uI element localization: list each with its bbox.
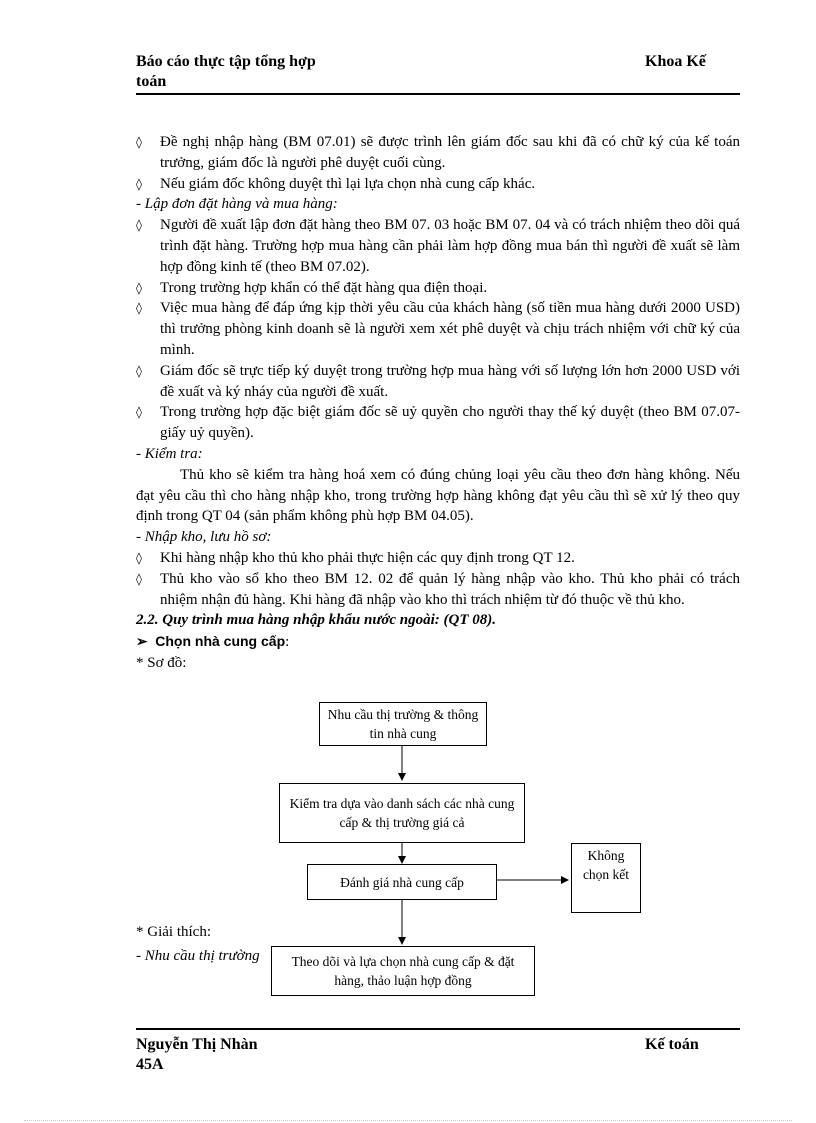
document-body bbox=[136, 132, 740, 674]
footer-left bbox=[136, 1035, 336, 1075]
header-title-cont: toán bbox=[136, 73, 167, 90]
header-title: Báo cáo thực tập tổng hợp bbox=[136, 53, 316, 70]
bullet-icon: ◊ bbox=[136, 363, 142, 378]
flow-box-market-needs: Nhu cầu thị trường & thông tin nhà cung bbox=[319, 702, 487, 746]
section-heading: 2.2. Quy trình mua hàng nhập khẩu nước ngoài: (QT 08). bbox=[136, 612, 497, 629]
bullet-item: ◊ Khi hàng nhập kho thủ kho phải thực hiện các quy định trong QT 12. bbox=[136, 548, 740, 569]
footer-class: 45A bbox=[136, 1056, 164, 1073]
bullet-item: ◊ Trong trường hợp khẩn có thể đặt hàng qua điện thoại. bbox=[136, 278, 740, 299]
subsection-heading: ➢ Chọn nhà cung cấp: bbox=[136, 633, 290, 651]
footer-rule bbox=[136, 1028, 740, 1030]
flow-box-track-order: Theo dõi và lựa chọn nhà cung cấp & đặt hàng, thảo luận hợp đồng bbox=[271, 946, 535, 996]
bullet-item: ◊ Giám đốc sẽ trực tiếp ký duyệt trong trường hợp mua hàng với số lượng lớn hơn 2000 USD với đề xuất và ký nháy của người đề xuất. bbox=[136, 362, 740, 400]
header-left bbox=[136, 52, 386, 92]
footer-right: Kế toán bbox=[645, 1036, 699, 1053]
label-check: - Kiểm tra: bbox=[136, 445, 203, 462]
bullet-icon: ◊ bbox=[136, 280, 142, 295]
explain-item: - Nhu cầu thị trường bbox=[136, 948, 260, 964]
bullet-icon: ◊ bbox=[136, 550, 142, 565]
bullet-item: ◊ Nếu giám đốc không duyệt thì lại lựa chọn nhà cung cấp khác. bbox=[136, 174, 740, 195]
explain-label: * Giải thích: bbox=[136, 924, 211, 940]
label-order: - Lập đơn đặt hàng và mua hàng: bbox=[136, 196, 338, 213]
header-right: Khoa Kế bbox=[645, 53, 706, 70]
page-edge bbox=[24, 1120, 792, 1121]
arrow-bullet-icon: ➢ bbox=[136, 633, 148, 650]
bullet-item: ◊ Đề nghị nhập hàng (BM 07.01) sẽ được trình lên giám đốc sau khi đã có chữ ký của kế toán trưởng, giám đốc là người phê duyệt cuối cùng. bbox=[136, 134, 740, 171]
label-store: - Nhập kho, lưu hồ sơ: bbox=[136, 529, 272, 546]
bullet-icon: ◊ bbox=[136, 571, 142, 586]
header-rule bbox=[136, 93, 740, 95]
bullet-icon: ◊ bbox=[136, 301, 142, 316]
bullet-item: ◊ Người đề xuất lập đơn đặt hàng theo BM 07. 03 hoặc BM 07. 04 và có trách nhiệm theo dõi quá trình đặt hàng. Trường hợp mua hàng cần phải làm hợp đồng mua bán thì người đề xuất sẽ làm hợp đồng kinh tế (theo BM 07.02). bbox=[136, 217, 740, 275]
bullet-item: ◊ Trong trường hợp đặc biệt giám đốc sẽ uỷ quyền cho người thay thế ký duyệt (theo BM 07.07- giấy uỷ quyền). bbox=[136, 404, 740, 442]
footer-author: Nguyễn Thị Nhàn bbox=[136, 1036, 258, 1053]
bullet-icon: ◊ bbox=[136, 135, 142, 149]
check-paragraph: Thủ kho sẽ kiểm tra hàng hoá xem có đúng chủng loại yêu cầu theo đơn hàng không. Nếu đạt yêu cầu thì cho hàng nhập kho, trong trường hợp hàng không đạt yêu cầu thì sẽ xử lý theo quy định trong QT 04 (sản phẩm không phù hợp BM 04.05). bbox=[136, 466, 740, 525]
flow-box-not-selected: Không chọn kết bbox=[571, 843, 641, 913]
diagram-label: * Sơ đồ: bbox=[136, 654, 187, 671]
bullet-item: ◊ Thủ kho vào sổ kho theo BM 12. 02 để quản lý hàng nhập vào kho. Thủ kho phải có trách nhiệm nhận đủ hàng. Khi hàng đã nhập vào kho thì trách nhiệm từ đó thuộc về thủ kho. bbox=[136, 570, 740, 608]
flow-box-evaluate-supplier: Đánh giá nhà cung cấp bbox=[307, 864, 497, 900]
bullet-item: ◊ Việc mua hàng để đáp ứng kịp thời yêu cầu của khách hàng (số tiền mua hàng dưới 2000 USD) thì trưởng phòng kinh doanh sẽ là người xem xét phê duyệt và chịu trách nhiệm với chữ ký của mình. bbox=[136, 300, 740, 358]
bullet-icon: ◊ bbox=[136, 176, 142, 191]
bullet-icon: ◊ bbox=[136, 218, 142, 233]
flow-box-check-suppliers: Kiểm tra dựa vào danh sách các nhà cung cấp & thị trường giá cả bbox=[279, 783, 525, 843]
bullet-icon: ◊ bbox=[136, 405, 142, 420]
